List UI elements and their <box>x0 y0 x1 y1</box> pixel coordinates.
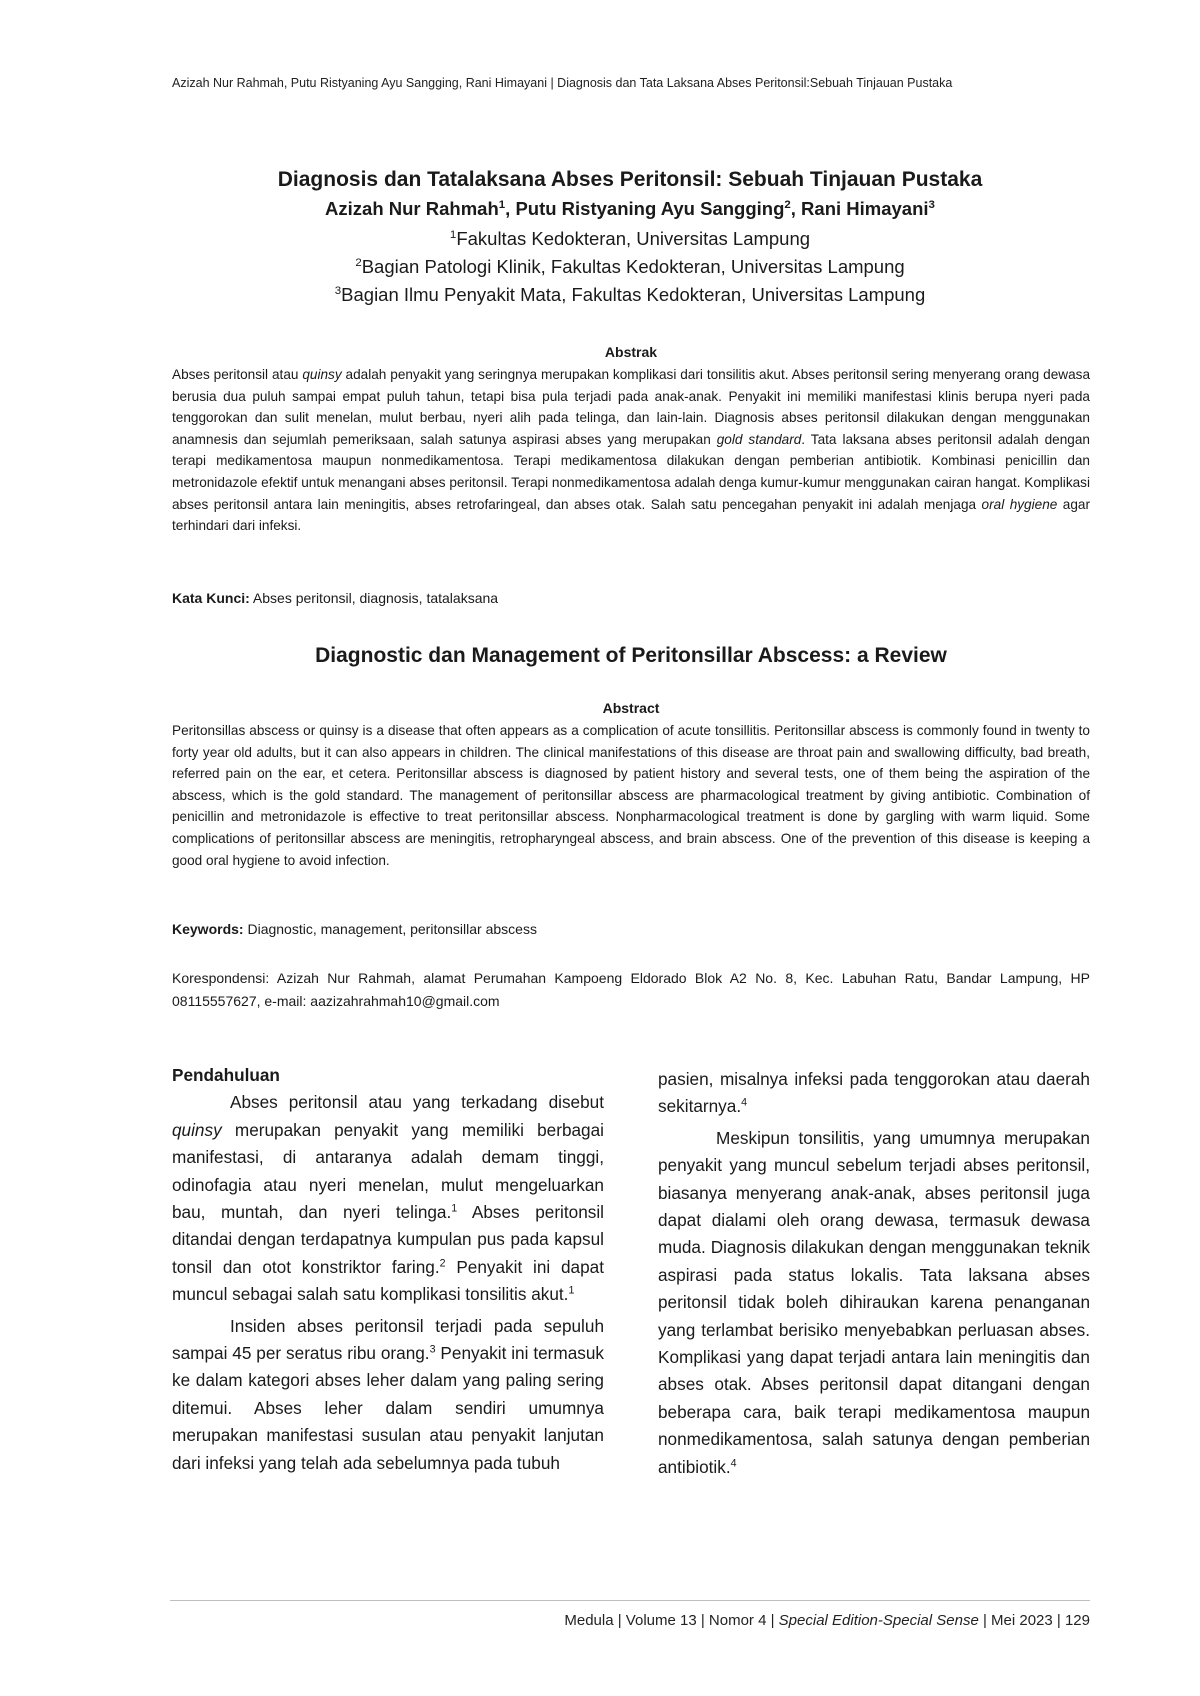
footer-text: Medula | Volume 13 | Nomor 4 | <box>564 1612 779 1629</box>
body-column-left <box>172 1062 604 1481</box>
author-name: Rani Himayani <box>801 198 929 219</box>
abstract-body: Peritonsillas abscess or quinsy is a disease that often appears as a complication of acute tonsillitis. Peritonsillar abscess is commonly found in twenty to forty year old adults, but it can also appears in children. The clinical manifestations of this disease are throat pain and swallowing difficulty, bad breath, referred pain on the ear, et cetera. Peritonsillar abscess is diagnosed by patient history and several tests, one of them being the aspiration of the abscess, which is the gold standard. The management of peritonsillar abscess are pharmacological treatment by giving antibiotic. Combination of penicillin and metronidazole is effective to treat peritonsillar abscess. Nonpharmacological treatment is done by gargling with warm liquid. Some complications of peritonsillar abscess are meningitis, retropharyngeal abscess, and brain abscess. One of the prevention of this disease is keeping a good oral hygiene to avoid infection. <box>172 723 1090 868</box>
paper-title: Diagnosis dan Tatalaksana Abses Peritonsil: Sebuah Tinjauan Pustaka <box>277 168 983 191</box>
affiliation-text: Fakultas Kedokteran, Universitas Lampung <box>456 228 811 249</box>
body-text: merupakan penyakit yang memiliki berbagai manifestasi, di antaranya adalah demam tinggi, odinofagia atau nyeri menelan, mulut mengeluarkan bau, muntah, dan nyeri telinga. <box>172 1119 604 1223</box>
affiliation-sup: 1 <box>449 228 457 241</box>
citation: 3 <box>429 1343 436 1356</box>
keywords <box>172 921 1090 937</box>
body-paragraph <box>172 1313 604 1477</box>
citation: 1 <box>451 1202 458 1215</box>
body-text: Insiden abses peritonsil terjadi pada sepuluh sampai 45 per seratus ribu orang. <box>172 1315 604 1364</box>
body-text: Meskipun tonsilitis, yang umumnya merupakan penyakit yang muncul sebelum terjadi abses peritonsil, biasanya menyerang anak-anak, abses peritonsil juga dapat dialami oleh orang dewasa, termasuk dewasa muda. Diagnosis dilakukan dengan menggunakan teknik aspirasi pada status lokalis. Tata laksana abses peritonsil tidak boleh dihiraukan karena penanganan yang terlambat berisiko menyebabkan perluasan abses. Komplikasi yang dapat terjadi antara lain meningitis dan abses otak. Abses peritonsil dapat ditangani dengan beberapa cara, baik terapi medikamentosa maupun nonmedikamentosa, salah satunya dengan pemberian antibiotik. <box>658 1127 1090 1477</box>
body-paragraph <box>172 1089 604 1308</box>
body-paragraph <box>658 1066 1090 1121</box>
abstrak-emphasis: gold standard <box>716 431 802 447</box>
abstract-heading: Abstract <box>602 700 660 716</box>
abstrak-text: Abses peritonsil atau <box>172 367 303 382</box>
affiliation-sup: 3 <box>334 284 342 297</box>
abstrak-emphasis: oral hygiene <box>981 496 1058 512</box>
citation: 4 <box>730 1456 737 1469</box>
abstrak-text: agar terhindari dari infeksi. <box>172 496 1090 534</box>
citation: 1 <box>568 1284 575 1297</box>
author-name: Putu Ristyaning Ayu Sangging <box>515 198 785 219</box>
footer-text: | Mei 2023 | 129 <box>978 1612 1090 1629</box>
affiliation-sup: 2 <box>355 256 362 269</box>
affiliation <box>170 256 1090 278</box>
keywords-text: Diagnostic, management, peritonsillar abscess <box>243 921 537 937</box>
affiliation-text: Bagian Patologi Klinik, Fakultas Kedokteran, Universitas Lampung <box>361 256 905 277</box>
affiliation <box>170 284 1090 306</box>
page-footer <box>564 1612 1090 1629</box>
author-name: Azizah Nur Rahmah <box>325 198 499 219</box>
english-title: Diagnostic dan Management of Peritonsillar Abscess: a Review <box>315 644 947 667</box>
body-paragraph <box>658 1125 1090 1481</box>
body-text: pasien, misalnya infeksi pada tenggorokan atau daerah sekitarnya. <box>658 1069 1090 1117</box>
abstrak-emphasis: quinsy <box>302 367 342 382</box>
body-emphasis: quinsy <box>172 1119 222 1140</box>
affiliation-text: Bagian Ilmu Penyakit Mata, Fakultas Kedokteran, Universitas Lampung <box>341 284 926 305</box>
abstrak-text: adalah penyakit yang seringnya merupakan komplikasi dari tonsilitis akut. Abses peritonsil sering menyerang orang dewasa berusia dua puluh sampai empat puluh tahun, tetapi bisa pula terjadi pada anak-anak. Penyakit ini memiliki manifestasi klinis berupa nyeri pada tenggorokan dan sulit menelan, mulut berbau, nyeri alih pada telinga, dan lain-lain. Diagnosis abses peritonsil dilakukan dengan menggunakan anamnesis dan sejumlah pemeriksaan, salah satunya aspirasi abses yang merupakan <box>172 367 1090 447</box>
abstrak-text: . Tata laksana abses peritonsil adalah dengan terapi medikamentosa maupun nonmedikamentosa. Terapi medikamentosa dilakukan dengan pemberian antibiotik. Kombinasi penicillin dan metronidazole efektif untuk menangani abses peritonsil. Terapi nonmedikamentosa adalah denga kumur-kumur menggunakan cairan hangat. Komplikasi abses peritonsil antara lain meningitis, abses retrofaringeal, dan abses otak. Salah satu pencegahan penyakit ini adalah menjaga <box>172 431 1090 512</box>
body-text: Abses peritonsil atau yang terkadang disebut <box>230 1092 604 1113</box>
author-sup: 3 <box>928 198 935 211</box>
body-text: Penyakit ini termasuk ke dalam kategori abses leher dalam yang paling sering ditemui. Abses leher dalam sendiri umumnya merupakan manifestasi susulan atau penyakit lanjutan dari infeksi yang telah ada sebelumnya pada tubuh <box>172 1343 605 1473</box>
kata-kunci <box>172 590 1090 606</box>
citation: 2 <box>439 1257 446 1270</box>
title-block <box>170 168 1090 312</box>
section-heading: Pendahuluan <box>172 1065 280 1085</box>
body-text: Abses peritonsil ditandai dengan terdapatnya kumpulan pus pada kapsul tonsil dan otot konstriktor faring. <box>172 1202 605 1277</box>
body-column-right <box>658 1066 1090 1485</box>
author-sup: 1 <box>498 198 506 211</box>
footer-divider <box>170 1600 1090 1601</box>
kata-kunci-text: Abses peritonsil, diagnosis, tatalaksana <box>249 590 499 606</box>
affiliation <box>170 228 1090 250</box>
keywords-label: Keywords: <box>172 921 244 937</box>
body-text: Penyakit ini dapat muncul sebagai salah satu komplikasi tonsilitis akut. <box>172 1256 604 1305</box>
footer-emphasis: Special Edition-Special Sense <box>778 1612 979 1629</box>
correspondence: Korespondensi: Azizah Nur Rahmah, alamat Perumahan Kampoeng Eldorado Blok A2 No. 8, Kec. Labuhan Ratu, Bandar Lampung, HP 08115557627, e-mail: aazizahrahmah10@gmail.com <box>172 970 1090 1009</box>
abstrak-section <box>172 344 1090 537</box>
abstrak-body <box>172 364 1090 537</box>
author-list: Azizah Nur Rahmah$^1$, Putu Ristyaning Ayu Sangging$^2$, Rani Himayani$^3$ <box>325 198 935 219</box>
kata-kunci-label: Kata Kunci: <box>172 590 250 606</box>
running-header: Azizah Nur Rahmah, Putu Ristyaning Ayu Sangging, Rani Himayani | Diagnosis dan Tata Laksana Abses Peritonsil:Sebuah Tinjauan Pustaka <box>172 76 953 90</box>
abstrak-heading: Abstrak <box>604 344 658 360</box>
citation: 4 <box>741 1096 748 1109</box>
author-sup: 2 <box>784 198 791 211</box>
abstract-section <box>172 700 1090 871</box>
